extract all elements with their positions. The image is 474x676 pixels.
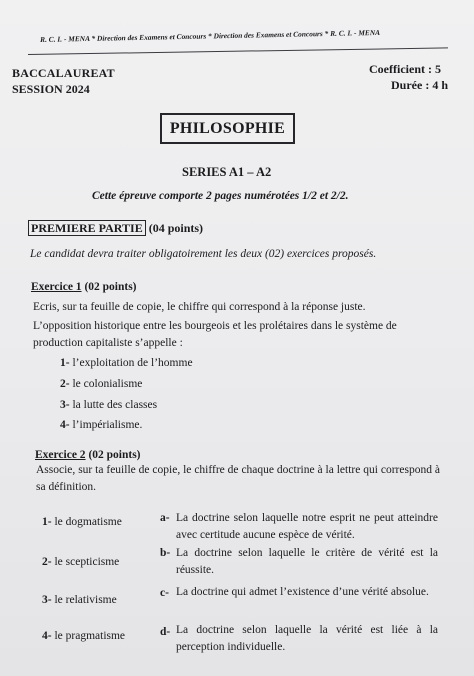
option-text: le colonialisme <box>72 378 143 390</box>
duration: Durée : 4 h <box>391 78 448 92</box>
page-count-notice: Cette épreuve comporte 2 pages numérotées 1/2 et 2/2. <box>92 190 349 202</box>
definition-letter-d: d- <box>160 626 171 638</box>
option-text: l’impérialisme. <box>72 419 143 431</box>
option-number: 3- <box>60 399 70 411</box>
exercise2-heading <box>35 449 141 461</box>
subject-title-box <box>160 113 295 144</box>
part1-instruction: Le candidat devra traiter obligatoirement les deux (02) exercices proposés. <box>30 248 377 260</box>
option-4 <box>60 419 142 431</box>
doctrine-text: le dogmatisme <box>54 516 122 528</box>
exam-name: BACCALAUREAT <box>12 66 115 80</box>
option-2 <box>60 378 142 390</box>
definition-b: La doctrine selon laquelle le critère de vérité est la réussite. <box>176 547 438 576</box>
exercise1-prompt: Ecris, sur ta feuille de copie, le chiffre qui correspond à la réponse juste. <box>33 301 366 313</box>
option-number: 4- <box>60 419 70 431</box>
exercise1-title: Exercice 1 <box>31 281 82 293</box>
exercise2-points: (02 points) <box>88 449 141 461</box>
option-number: 1- <box>60 357 70 369</box>
doctrine-1 <box>42 516 122 528</box>
option-1 <box>60 357 193 369</box>
doctrine-text: le scepticisme <box>54 556 120 568</box>
subject-title: PHILOSOPHIE <box>169 119 286 137</box>
series-label: SERIES A1 – A2 <box>182 165 272 179</box>
doctrine-number: 3- <box>42 594 52 606</box>
exercise1-question: L’opposition historique entre les bourgeois et les prolétaires dans le système de production capitaliste s’appelle : <box>33 320 397 349</box>
doctrine-4 <box>42 630 125 642</box>
option-text: l’exploitation de l’homme <box>72 357 193 369</box>
exercise1-heading <box>31 281 137 293</box>
option-3 <box>60 399 157 411</box>
doctrine-text: le pragmatisme <box>54 630 126 642</box>
doctrine-text: le relativisme <box>54 594 117 606</box>
doctrine-number: 2- <box>42 556 52 568</box>
option-text: la lutte des classes <box>72 399 158 411</box>
ministry-header-line: R. C. I. - MENA * Direction des Examens et Concours * Direction des Examens et Concours * R. C. I. - MENA <box>40 27 381 44</box>
doctrine-number: 4- <box>42 630 52 642</box>
definition-a: La doctrine selon laquelle notre esprit ne peut atteindre avec certitude aucune espèce de vérité. <box>176 512 438 541</box>
definition-letter-b: b- <box>160 547 171 559</box>
part1-points: (04 points) <box>148 221 204 235</box>
exercise2-title: Exercice 2 <box>35 449 86 461</box>
exam-session: SESSION 2024 <box>12 82 90 96</box>
doctrine-2 <box>42 556 119 568</box>
doctrine-number: 1- <box>42 516 52 528</box>
definition-c: La doctrine qui admet l’existence d’une vérité absolue. <box>176 586 429 598</box>
exercise2-prompt: Associe, sur ta feuille de copie, le chiffre de chaque doctrine à la lettre qui correspond à sa définition. <box>36 464 440 493</box>
coefficient: Coefficient : 5 <box>369 62 441 76</box>
header-rule <box>28 47 448 55</box>
definition-letter-c: c- <box>160 587 169 599</box>
part1-title: PREMIERE PARTIE <box>28 220 146 236</box>
exercise1-points: (02 points) <box>84 281 137 293</box>
definition-letter-a: a- <box>160 512 170 524</box>
definition-d: La doctrine selon laquelle la vérité est liée à la perception individuelle. <box>176 624 438 653</box>
part1-heading <box>28 221 203 236</box>
doctrine-3 <box>42 594 117 606</box>
option-number: 2- <box>60 378 70 390</box>
